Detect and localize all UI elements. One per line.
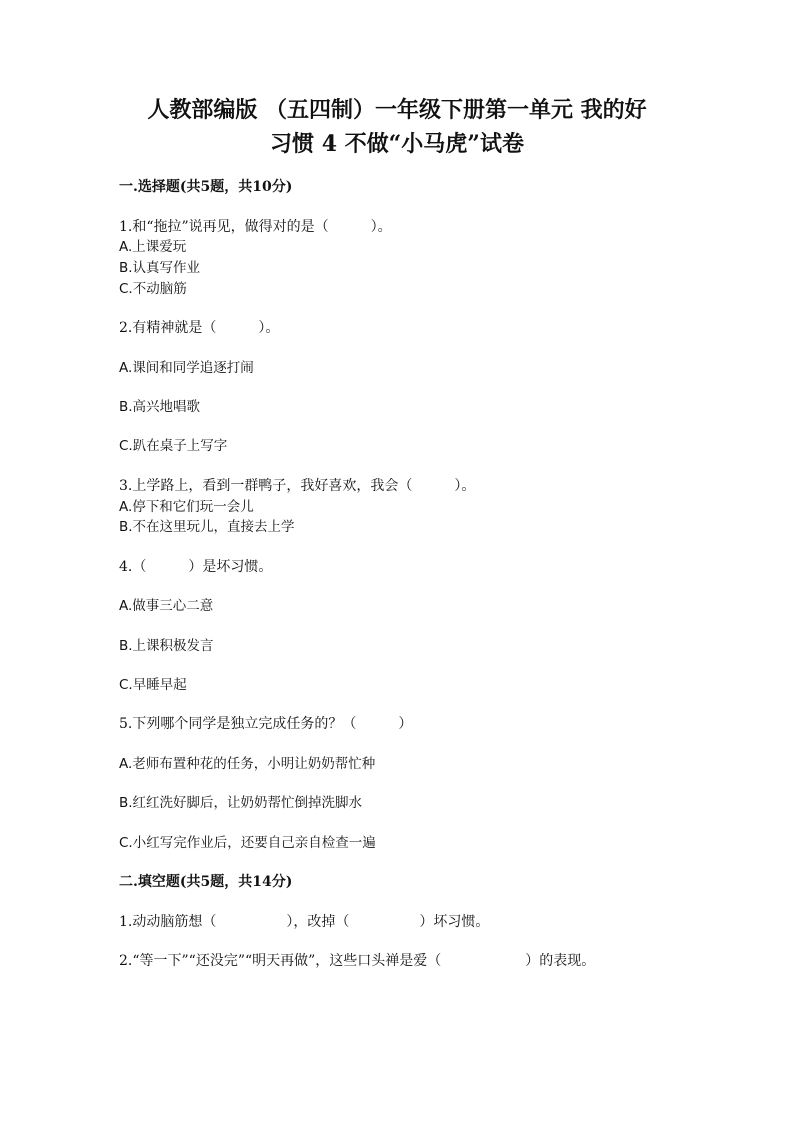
section-heading-choice: 一.选择题(共5题，共10分) [119,179,293,195]
page-title-line-2: 习惯 4 不做“小马虎”试卷 [270,131,524,157]
question-5-option-c: C.小红写完作业后，还要自己亲自检查一遍 [119,835,376,851]
question-5-option-a: A.老师布置种花的任务，小明让奶奶帮忙种 [119,756,376,772]
question-4-stem: 4.（ ）是坏习惯。 [119,559,273,575]
question-4-option-b: B.上课积极发言 [119,638,214,654]
question-5-stem: 5.下列哪个同学是独立完成任务的？（ ） [119,716,413,732]
question-1-option-c: C.不动脑筋 [119,281,187,297]
fill-question-1: 1.动动脑筋想（ ），改掉（ ）坏习惯。 [119,914,490,930]
question-2-option-b: B.高兴地唱歌 [119,399,201,415]
question-2-option-c: C.趴在桌子上写字 [119,438,228,454]
question-2-option-a: A.课间和同学追逐打闹 [119,360,254,376]
question-1-option-a: A.上课爱玩 [119,239,187,255]
question-3-option-b: B.不在这里玩儿，直接去上学 [119,519,295,535]
question-1-option-b: B.认真写作业 [119,260,201,276]
question-4-option-c: C.早睡早起 [119,677,187,693]
question-3-stem: 3.上学路上，看到一群鸭子，我好喜欢，我会（ ）。 [119,478,476,494]
question-5-option-b: B.红红洗好脚后，让奶奶帮忙倒掉洗脚水 [119,795,363,811]
question-1-stem: 1.和“拖拉”说再见，做得对的是（ ）。 [119,219,392,235]
section-heading-fill-in: 二.填空题(共5题，共14分) [119,874,293,890]
question-3-option-a: A.停下和它们玩一会儿 [119,499,254,515]
question-4-option-a: A.做事三心二意 [119,598,214,614]
page-title-line-1: 人教部编版 （五四制）一年级下册第一单元 我的好 [147,97,647,123]
question-2-stem: 2.有精神就是（ ）。 [119,320,280,336]
fill-question-2: 2.“等一下”“还没完”“明天再做”，这些口头禅是爱（ ）的表现。 [119,953,596,969]
